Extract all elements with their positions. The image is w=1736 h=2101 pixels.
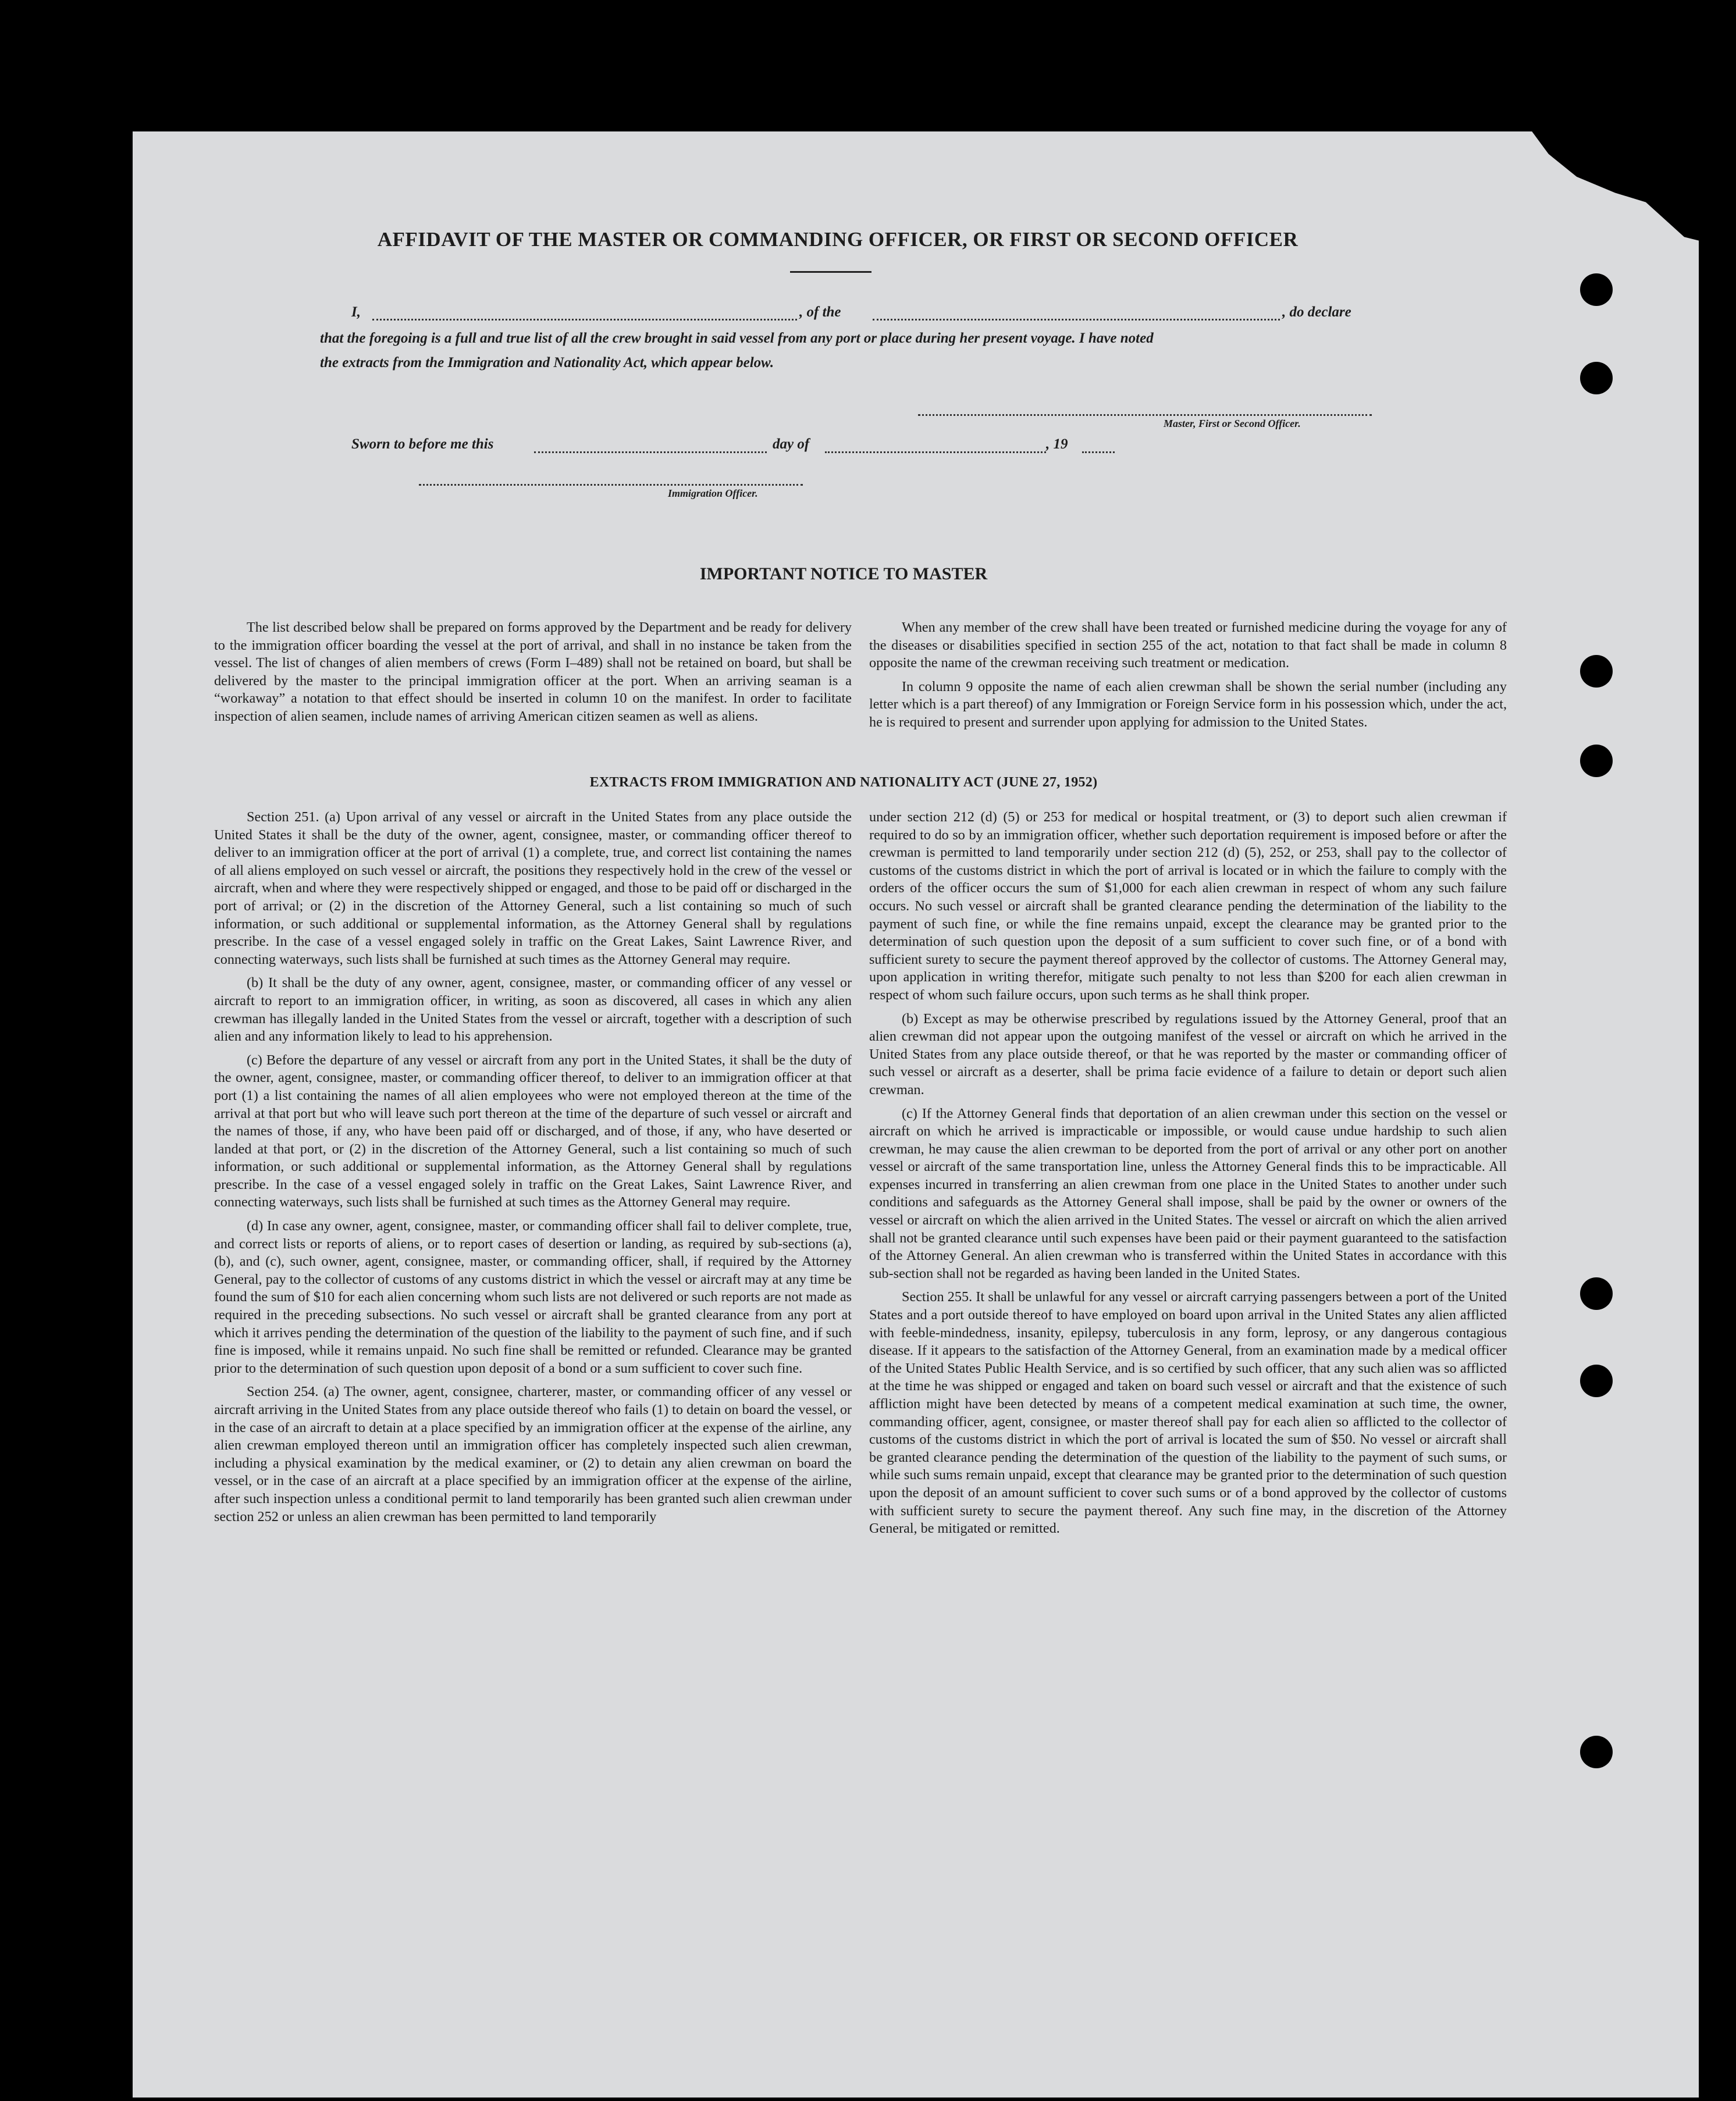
declaration-line-1: that the foregoing is a full and true list of all the crew brought in said vessel from any port or place during her present voyage. I have noted [320, 330, 1154, 346]
section-255: Section 255. It shall be unlawful for any vessel or aircraft carrying passengers between a port of the United States and a port outside thereof to have employed on board upon arrival in the United States any alien afflicted with feeble-mindedness, insanity, epilepsy, tuberculosis in any form, leprosy, or any dangerous contagious disease. If it appears to the satisfaction of the Attorney General, from an examination made by a medical officer of the United States Public Health Service, and is so certified by such officer, that any such alien was so afflicted at the time he was shipped or engaged and taken on board such vessel or aircraft and that the existence of such affliction might have been detected by means of a competent medical examination at such time, the owner, commanding officer, agent, consignee, or master thereof shall pay for each alien so afflicted to the collector of customs of the customs district in which the port of arrival is located the sum of $50. No vessel or aircraft shall be granted clearance pending the determination of the question of the liability to the payment of such sums, or while such sums remain unpaid, except that clearance may be granted prior to the determination of such question upon the deposit of an amount sufficient to cover such sums or of a bond approved by the collector of customs with sufficient surety to secure the payment thereof. Any such fine may, in the discretion of the Attorney General, be mitigated or remitted. [869, 1289, 1507, 1537]
sworn-year-field[interactable] [1082, 451, 1115, 453]
notice-left-paragraph: The list described below shall be prepared on forms approved by the Department and be ready for delivery to the immigration officer boarding the vessel at the port of arrival, and shall in no instance be taken from the vessel. The list of changes of alien members of crews (Form I–489) shall not be retained on board, but shall be delivered by the master to the principal immigration officer at the port. When an arriving seaman is a “workaway” a notation to that effect should be inserted in column 10 on the manifest. In order to facilitate inspection of alien seamen, include names of arriving American citizen seamen as well as aliens. [214, 619, 852, 724]
binder-hole [1580, 745, 1613, 777]
notice-right-paragraph-1: When any member of the crew shall have been treated or furnished medicine during the voyage for any of the diseases or disabilities specified in section 255 of the act, notation to that fact shall be made in column 8 opposite the name of the crewman receiving such treatment or medication. [869, 619, 1507, 671]
affidavit-heading: AFFIDAVIT OF THE MASTER OR COMMANDING OFFICER, OR FIRST OR SECOND OFFICER [377, 228, 1299, 251]
signature-line[interactable] [918, 414, 1372, 416]
sworn-month-field[interactable] [825, 451, 1046, 453]
of-the-label: , of the [799, 304, 841, 320]
notice-right-paragraph-2: In column 9 opposite the name of each alien crewman shall be shown the serial number (including any letter which is a part thereof) of any Immigration or Foreign Service form in his possession which, under the act, he is required to present and surrender upon applying for admission to the United States. [869, 678, 1507, 730]
extracts-right-column [869, 809, 1507, 1544]
binder-hole [1580, 1277, 1613, 1310]
binder-hole [1580, 362, 1613, 394]
binder-hole [1580, 655, 1613, 688]
officer-caption: Immigration Officer. [668, 487, 758, 499]
declaration-line-2: the extracts from the Immigration and Nationality Act, which appear below. [320, 355, 774, 371]
signature-caption: Master, First or Second Officer. [1164, 418, 1301, 429]
section-254a-continued: under section 212 (d) (5) or 253 for medical or hospital treatment, or (3) to deport such alien crewman if required to do so by an immigration officer, whether such deportation requirement is imposed before or after the crewman is permitted to land temporarily under section 212 (d) (5), 252, or 253, shall pay to the collector of customs of the customs district in which the port of arrival is located or in which the failure to comply with the orders of the officer occurs the sum of $1,000 for each alien crewman in respect of whom any such failure occurs. No such vessel or aircraft shall be granted clearance pending the determination of the liability to the payment of such fine, or while the fine remains unpaid, except the clearance may be granted prior to the determination of such question upon the deposit of a sum sufficient to cover such fine, or of a bond with sufficient surety to secure the payment thereof approved by the collector of customs. The Attorney General may, upon application in writing therefor, mitigate such penalty to not less than $200 for each alien crewman in respect of whom such failure occurs, upon such terms as he shall think proper. [869, 809, 1507, 1003]
section-251a: Section 251. (a) Upon arrival of any vessel or aircraft in the United States from any place outside the United States it shall be the duty of the owner, agent, consignee, master, or commanding officer thereof to deliver to an immigration officer at the port of arrival (1) a complete, true, and correct list containing the names of all aliens employed on such vessel or aircraft, the positions they respectively hold in the crew of the vessel or aircraft, when and where they were respectively shipped or engaged, and those to be paid off or discharged in the port of arrival; or (2) in the discretion of the Attorney General, such a list containing so much of such information, or such additional or supplemental information, as the Attorney General shall by regulations prescribe. In the case of a vessel engaged solely in traffic on the Great Lakes, Saint Lawrence River, and connecting waterways, such lists shall be furnished at such times as the Attorney General may require. [214, 809, 852, 967]
section-254c: (c) If the Attorney General finds that deportation of an alien crewman under this section on the vessel or aircraft on which he arrived is impracticable or impossible, or would cause undue hardship to such alien crewman, he may cause the alien crewman to be deported from the port of arrival or any other port on another vessel or aircraft of the same transportation line, unless the Attorney General finds this to be impracticable. All expenses incurred in transferring an alien crewman from one place in the United States to another under such conditions and safeguards as the Attorney General shall impose, shall be paid by the owner or owners of the vessel or aircraft on which the alien arrived in the United States. The vessel or aircraft on which the alien arrived shall not be granted clearance until such expenses have been paid or their payment guaranteed to the satisfaction of the Attorney General. An alien crewman who is transferred within the United States in accordance with this sub-section shall not be regarded as having been landed in the United States. [869, 1105, 1507, 1281]
do-declare-label: , do declare [1282, 304, 1351, 320]
binder-hole [1580, 1736, 1613, 1768]
day-of-label: day of [773, 436, 810, 452]
section-251c: (c) Before the departure of any vessel or aircraft from any port in the United States, it shall be the duty of the owner, agent, consignee, master, or commanding officer thereof, to deliver to an immigration officer at that port (1) a list containing the names of all alien employees who were not employed thereon at the time of the arrival at that port but who will leave such port thereon at the time of the departure of such vessel or aircraft and the names of those, if any, who have been paid off or discharged, and of those, if any, who have deserted or landed at that port, or (2) in the discretion of the Attorney General, such a list containing so much of such information, or such additional or supplemental information, as the Attorney General shall by regulations prescribe. In the case of a vessel engaged solely in traffic on the Great Lakes, Saint Lawrence River, and connecting waterways, such lists shall be furnished at such times as the Attorney General may require. [214, 1052, 852, 1210]
binder-hole [1580, 273, 1613, 306]
vessel-field[interactable] [873, 319, 1280, 321]
officer-signature-line[interactable] [419, 484, 803, 486]
i-label: I, [351, 304, 361, 320]
section-254a: Section 254. (a) The owner, agent, consignee, charterer, master, or commanding officer of any vessel or aircraft arriving in the United States from any place outside thereof who fails (1) to detain on board the vessel, or in the case of an aircraft to detain at a place specified by an immigration officer at the expense of the airline, any alien crewman employed thereon until an immigration officer has completely inspected such alien crewman, including a physical examination by the medical examiner, or (2) to detain any alien crewman on board the vessel, or in the case of an aircraft at a place specified by an immigration officer at the expense of the airline, after such inspection unless a conditional permit to land temporarily has been granted such alien crewman under section 252 or unless an alien crewman has been permitted to land temporarily [214, 1384, 852, 1525]
sworn-label: Sworn to before me this [351, 436, 494, 452]
heading-rule [790, 271, 871, 273]
section-254b: (b) Except as may be otherwise prescribed by regulations issued by the Attorney General, proof that an alien crewman did not appear upon the outgoing manifest of the vessel or aircraft on which he arrived in the United States from any place outside thereof, or that he was reported by the master or commanding officer of such vessel or aircraft as a deserter, shall be prima facie evidence of a failure to detain or deport such alien crewman. [869, 1010, 1507, 1098]
notice-right-column [869, 619, 1507, 738]
year-label: , 19 [1046, 436, 1068, 452]
sworn-day-field[interactable] [534, 451, 767, 453]
section-251d: (d) In case any owner, agent, consignee, master, or commanding officer shall fail to deliver complete, true, and correct lists or reports of aliens, or to report cases of desertion or landing, as required by sub-sections (a), (b), and (c), such owner, agent, consignee, master, or commanding officer, shall, if required by the Attorney General, pay to the collector of customs of any customs district in which the vessel or aircraft may at any time be found the sum of $10 for each alien concerning whom such lists are not delivered or such reports are not made as required in the preceding subsections. No such vessel or aircraft shall be granted clearance from any port at which it arrives pending the determination of the question of the liability to the payment of such fine, and if such fine is imposed, while it remains unpaid. No such fine shall be remitted or refunded. Clearance may be granted prior to the determination of such question upon deposit of a bond or a sum sufficient to cover such fine. [214, 1218, 852, 1376]
extracts-heading: EXTRACTS FROM IMMIGRATION AND NATIONALITY ACT (JUNE 27, 1952) [589, 775, 1098, 790]
section-251b: (b) It shall be the duty of any owner, agent, consignee, master, or commanding officer of any vessel or aircraft to report to an immigration officer, in writing, as soon as discovered, all cases in which any alien crewman has illegally landed in the United States from the vessel or aircraft, together with a description of such alien and any information likely to lead to his apprehension. [214, 975, 852, 1045]
notice-heading: IMPORTANT NOTICE TO MASTER [699, 564, 988, 583]
notice-left-column [214, 619, 852, 732]
binder-hole [1580, 1365, 1613, 1397]
extracts-left-column [214, 809, 852, 1532]
name-field[interactable] [372, 319, 797, 321]
